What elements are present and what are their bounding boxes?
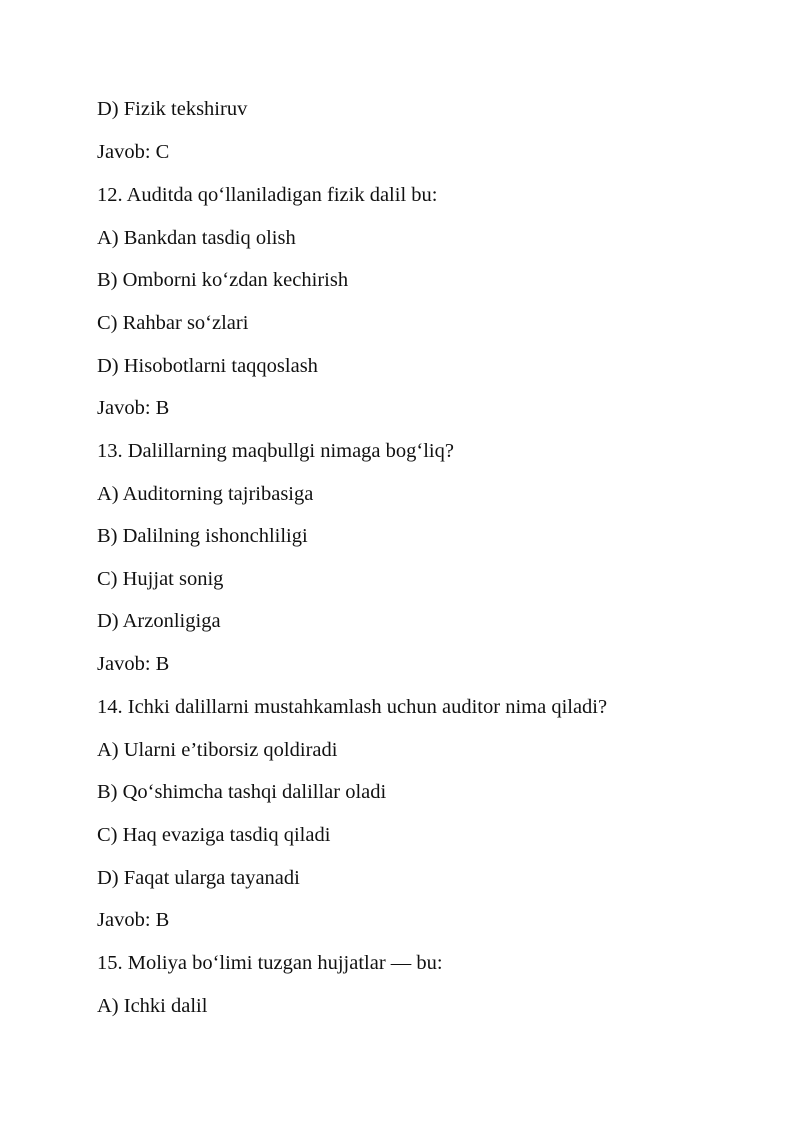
option-a-q14: A) Ularni e’tiborsiz qoldiradi	[97, 739, 338, 761]
question-15: 15. Moliya bo‘limi tuzgan hujjatlar — bu:	[97, 952, 443, 974]
option-d-q14: D) Faqat ularga tayanadi	[97, 867, 300, 889]
option-b-q14: B) Qo‘shimcha tashqi dalillar oladi	[97, 781, 387, 803]
question-14: 14. Ichki dalillarni mustahkamlash uchun auditor nima qiladi?	[97, 696, 608, 718]
answer-q12: Javob: B	[97, 397, 170, 419]
option-c-q14: C) Haq evaziga tasdiq qiladi	[97, 824, 331, 846]
option-a-q13: A) Auditorning tajribasiga	[97, 483, 314, 505]
option-a-q15: A) Ichki dalil	[97, 995, 208, 1017]
question-13: 13. Dalillarning maqbullgi nimaga bog‘liq?	[97, 440, 454, 462]
option-b-q13: B) Dalilning ishonchliligi	[97, 525, 308, 547]
option-b-q12: B) Omborni ko‘zdan kechirish	[97, 269, 349, 291]
question-12: 12. Auditda qo‘llaniladigan fizik dalil bu:	[97, 184, 438, 206]
answer-q11: Javob: C	[97, 141, 170, 163]
option-d-q13: D) Arzonligiga	[97, 610, 221, 632]
option-c-q12: C) Rahbar so‘zlari	[97, 312, 249, 334]
answer-q14: Javob: B	[97, 909, 170, 931]
answer-q13: Javob: B	[97, 653, 170, 675]
option-c-q13: C) Hujjat sonig	[97, 568, 224, 590]
option-d-q12: D) Hisobotlarni taqqoslash	[97, 355, 318, 377]
option-d-q11: D) Fizik tekshiruv	[97, 98, 248, 120]
option-a-q12: A) Bankdan tasdiq olish	[97, 227, 296, 249]
